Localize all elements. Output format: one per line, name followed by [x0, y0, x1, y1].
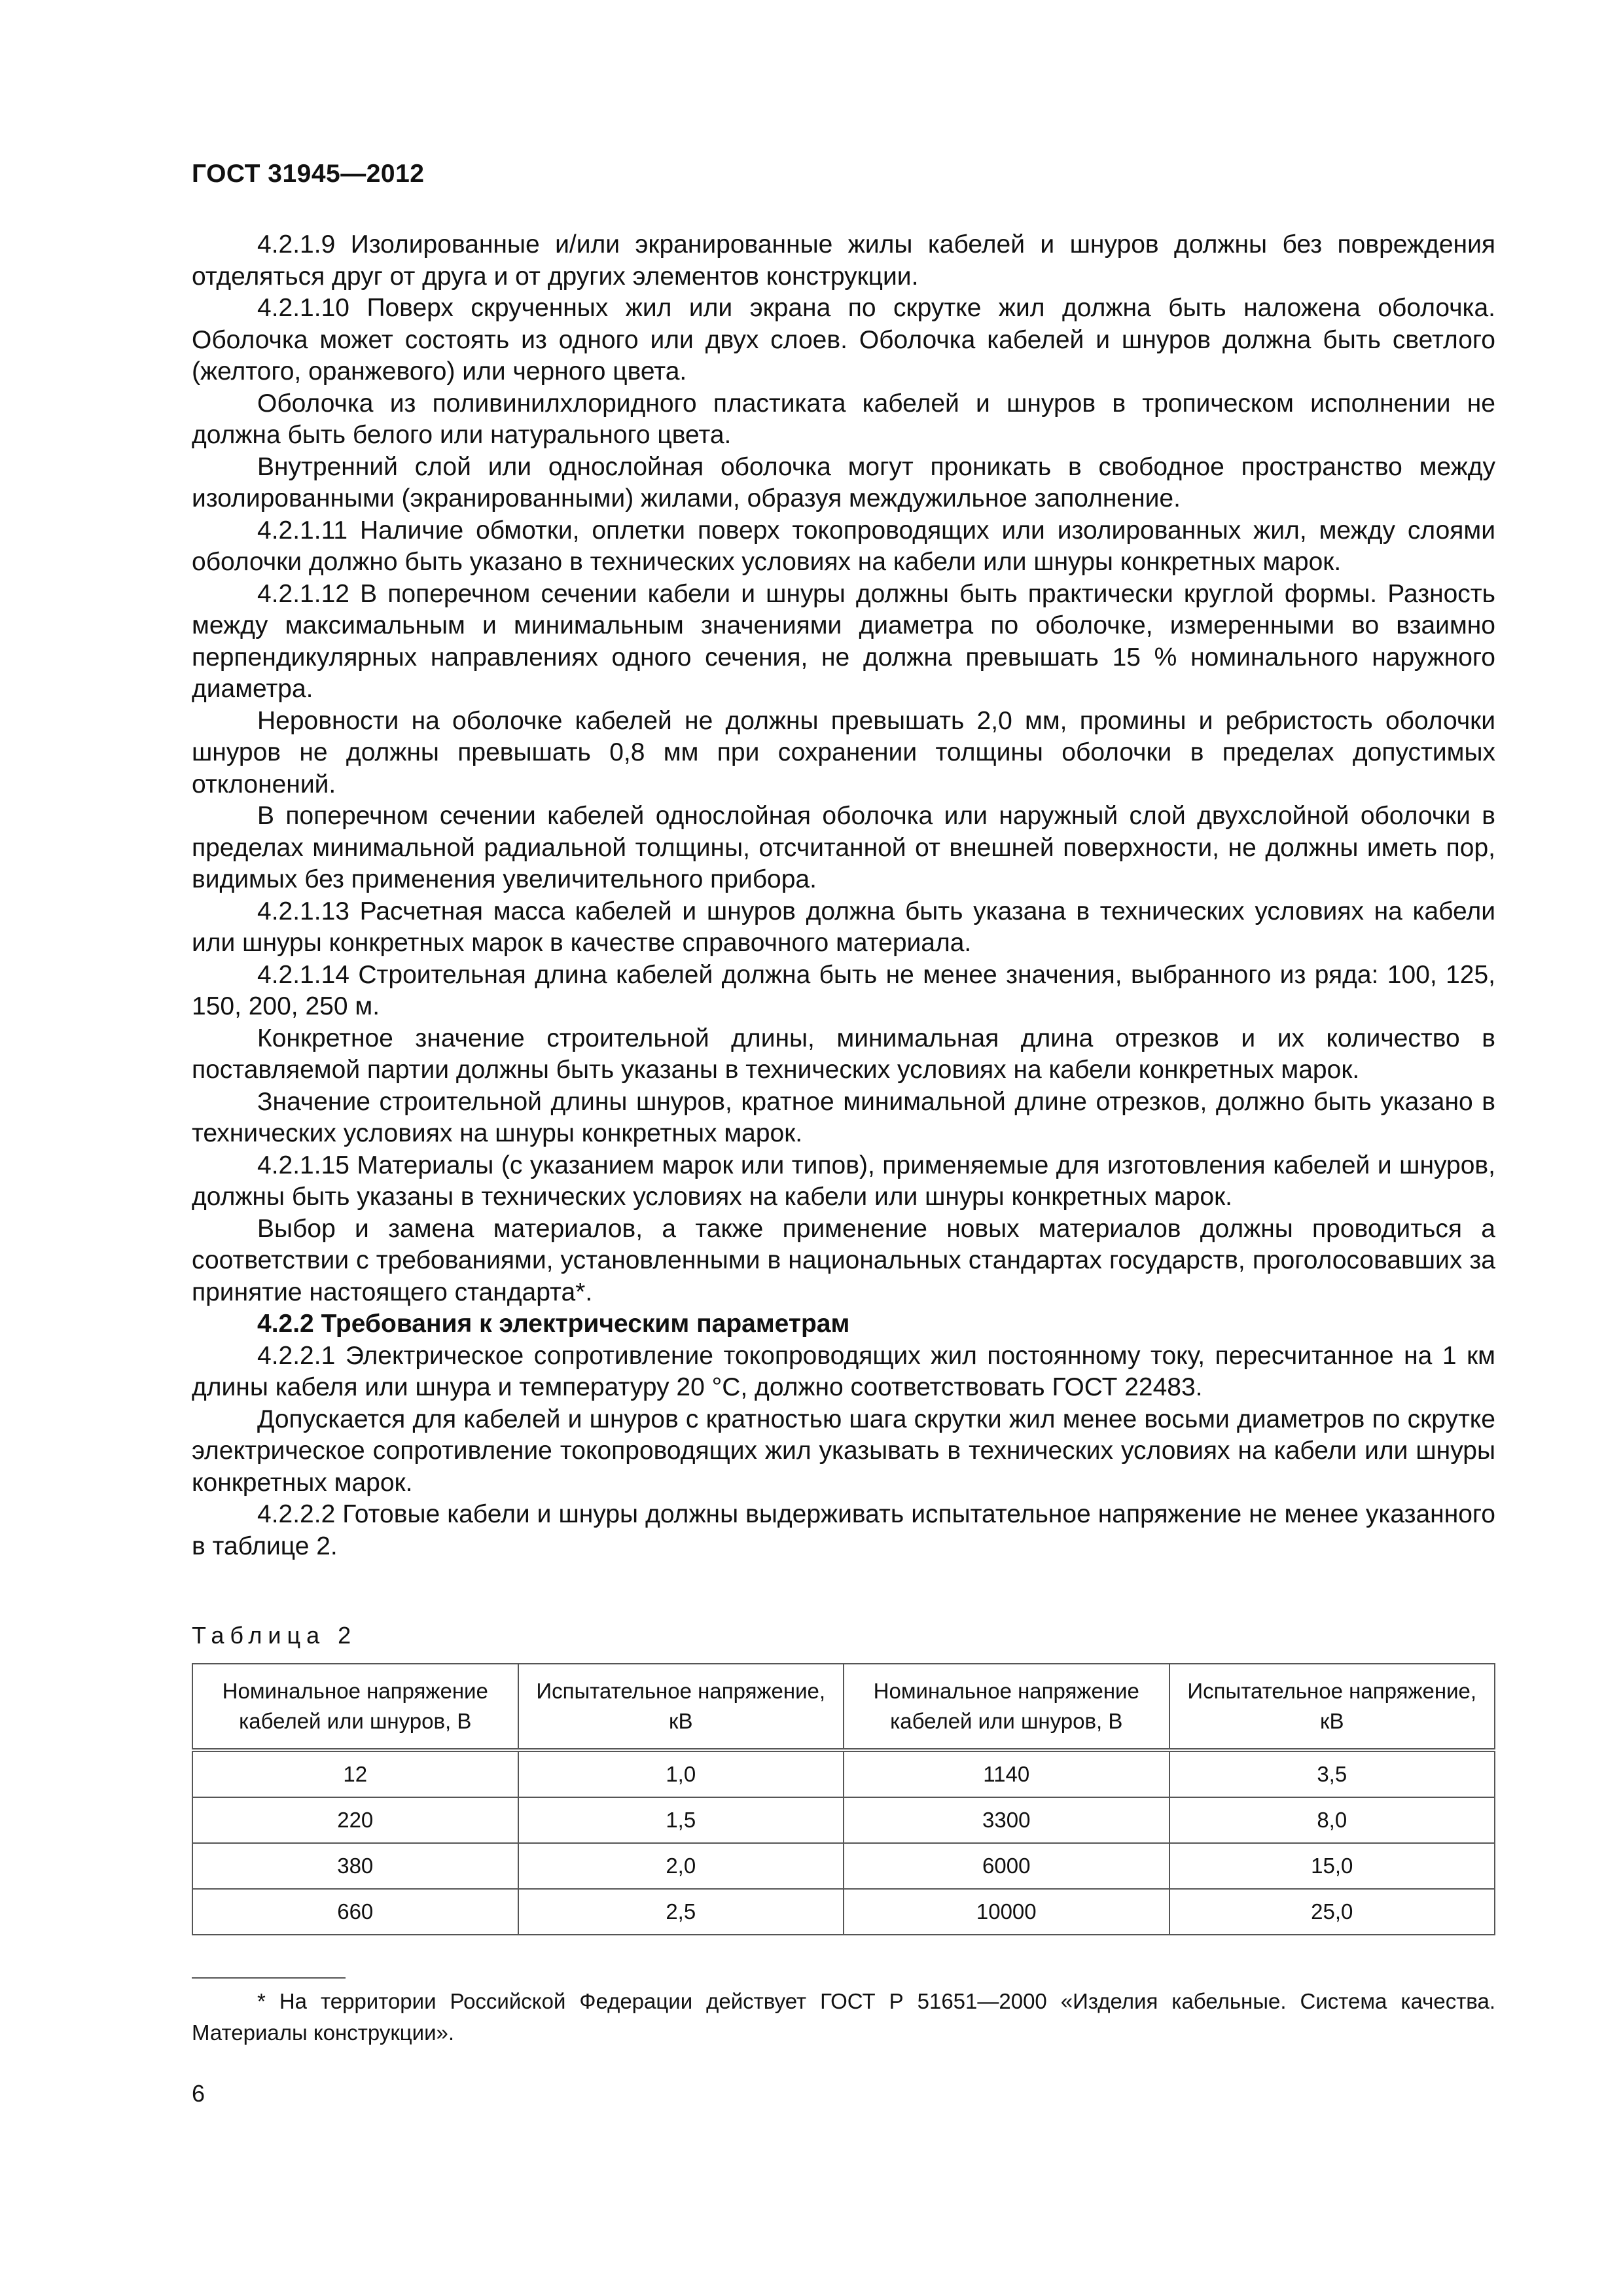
paragraph: Выбор и замена материалов, а также применение новых материалов должны проводиться а соответствии с требованиями, установленными в национальных стандартах государств, проголосовавших за принятие настоящего стандарта*. [192, 1214, 1495, 1306]
header-cell: Номинальное напряжение кабелей или шнуров, В [192, 1664, 518, 1750]
paragraph: Значение строительной длины шнуров, кратное минимальной длине отрезков, должно быть указано в технических условиях на шнуры конкретных марок. [192, 1087, 1495, 1147]
table-cell: 1140 [844, 1750, 1169, 1797]
table-cell: 6000 [844, 1843, 1169, 1889]
paragraph: 4.2.1.11 Наличие обмотки, оплетки поверх токопроводящих или изолированных жил, между слоями оболочки должно быть указано в технических условиях на кабели или шнуры конкретных марок. [192, 516, 1495, 576]
table-cell: 2,5 [518, 1889, 844, 1935]
section-heading: 4.2.2 Требования к электрическим параметрам [257, 1310, 850, 1338]
header-cell: Испытательное напряжение, кВ [518, 1664, 844, 1750]
table-row [192, 1797, 1495, 1843]
paragraph: 4.2.1.12 В поперечном сечении кабели и шнуры должны быть практически круглой формы. Разность между максимальным и минимальным значениями диаметра по оболочке, измеренными во взаимно перпендикулярных направлениях одного сечения, не должна превышать 15 % номинального наружного диаметра. [192, 579, 1495, 703]
paragraph: Внутренний слой или однослойная оболочка могут проникать в свободное пространство между изолированными (экранированными) жилами, образуя междужильное заполнение. [192, 452, 1495, 512]
paragraph: 4.2.1.9 Изолированные и/или экранированные жилы кабелей и шнуров должны без повреждения отделяться друг от друга и от других элементов конструкции. [192, 230, 1495, 291]
table-cell: 3,5 [1169, 1750, 1495, 1797]
table-cell: 1,5 [518, 1797, 844, 1843]
paragraph: 4.2.1.13 Расчетная масса кабелей и шнуров должна быть указана в технических условиях на кабели или шнуры конкретных марок в качестве справочного материала. [192, 897, 1495, 957]
table-row [192, 1750, 1495, 1797]
footnote: * На территории Российской Федерации действует ГОСТ Р 51651—2000 «Изделия кабельные. Система качества. Материалы конструкции». [192, 1989, 1495, 2045]
table-row [192, 1889, 1495, 1935]
body-text [192, 229, 1495, 1562]
paragraph: Конкретное значение строительной длины, минимальная длина отрезков и их количество в поставляемой партии должны быть указаны в технических условиях на кабели конкретных марок. [192, 1024, 1495, 1084]
table-cell: 380 [192, 1843, 518, 1889]
paragraph: 4.2.1.10 Поверх скрученных жил или экрана по скрутке жил должна быть наложена оболочка. Оболочка может состоять из одного или двух слоев. Оболочка кабелей и шнуров должна быть светлого (желтого, оранжевого) или черного цвета. [192, 294, 1495, 386]
header-cell: Испытательное напряжение, кВ [1169, 1664, 1495, 1750]
voltage-table [192, 1663, 1495, 1935]
document-header: ГОСТ 31945—2012 [192, 160, 425, 188]
table-cell: 2,0 [518, 1843, 844, 1889]
paragraph: В поперечном сечении кабелей однослойная оболочка или наружный слой двухслойной оболочки в пределах минимальной радиальной толщины, отсчитанной от внешней поверхности, не должны иметь пор, видимых без применения увеличительного прибора. [192, 802, 1495, 893]
footnote-divider [192, 1977, 346, 1979]
table-cell: 10000 [844, 1889, 1169, 1935]
paragraph: Неровности на оболочке кабелей не должны превышать 2,0 мм, промины и ребристость оболочки шнуров не должны превышать 0,8 мм при сохранении толщины оболочки в пределах допустимых отклонений. [192, 706, 1495, 798]
table-header-row [192, 1664, 1495, 1750]
table-cell: 15,0 [1169, 1843, 1495, 1889]
table-cell: 1,0 [518, 1750, 844, 1797]
paragraph: 4.2.2.2 Готовые кабели и шнуры должны выдерживать испытательное напряжение не менее указанного в таблице 2. [192, 1500, 1495, 1560]
table-cell: 25,0 [1169, 1889, 1495, 1935]
page-number: 6 [192, 2080, 205, 2107]
table-cell: 3300 [844, 1797, 1169, 1843]
table-cell: 8,0 [1169, 1797, 1495, 1843]
table-cell: 660 [192, 1889, 518, 1935]
table-cell: 12 [192, 1750, 518, 1797]
header-cell: Номинальное напряжение кабелей или шнуров, В [844, 1664, 1169, 1750]
paragraph: 4.2.1.14 Строительная длина кабелей должна быть не менее значения, выбранного из ряда: 100, 125, 150, 200, 250 м. [192, 960, 1495, 1020]
paragraph: 4.2.1.15 Материалы (с указанием марок или типов), применяемые для изготовления кабелей и шнуров, должны быть указаны в технических условиях на кабели или шнуры конкретных марок. [192, 1151, 1495, 1211]
paragraph: Допускается для кабелей и шнуров с кратностью шага скрутки жил менее восьми диаметров по скрутке электрическое сопротивление токопроводящих жил указывать в технических условиях на кабели или шнуры конкретных марок. [192, 1405, 1495, 1497]
table-row [192, 1843, 1495, 1889]
table-cell: 220 [192, 1797, 518, 1843]
paragraph: Оболочка из поливинилхлоридного пластиката кабелей и шнуров в тропическом исполнении не должна быть белого или натурального цвета. [192, 389, 1495, 449]
paragraph: 4.2.2.1 Электрическое сопротивление токопроводящих жил постоянному току, пересчитанное на 1 км длины кабеля или шнура и температуру 20 °С, должно соответствовать ГОСТ 22483. [192, 1341, 1495, 1401]
table-caption: Таблица 2 [192, 1622, 357, 1649]
